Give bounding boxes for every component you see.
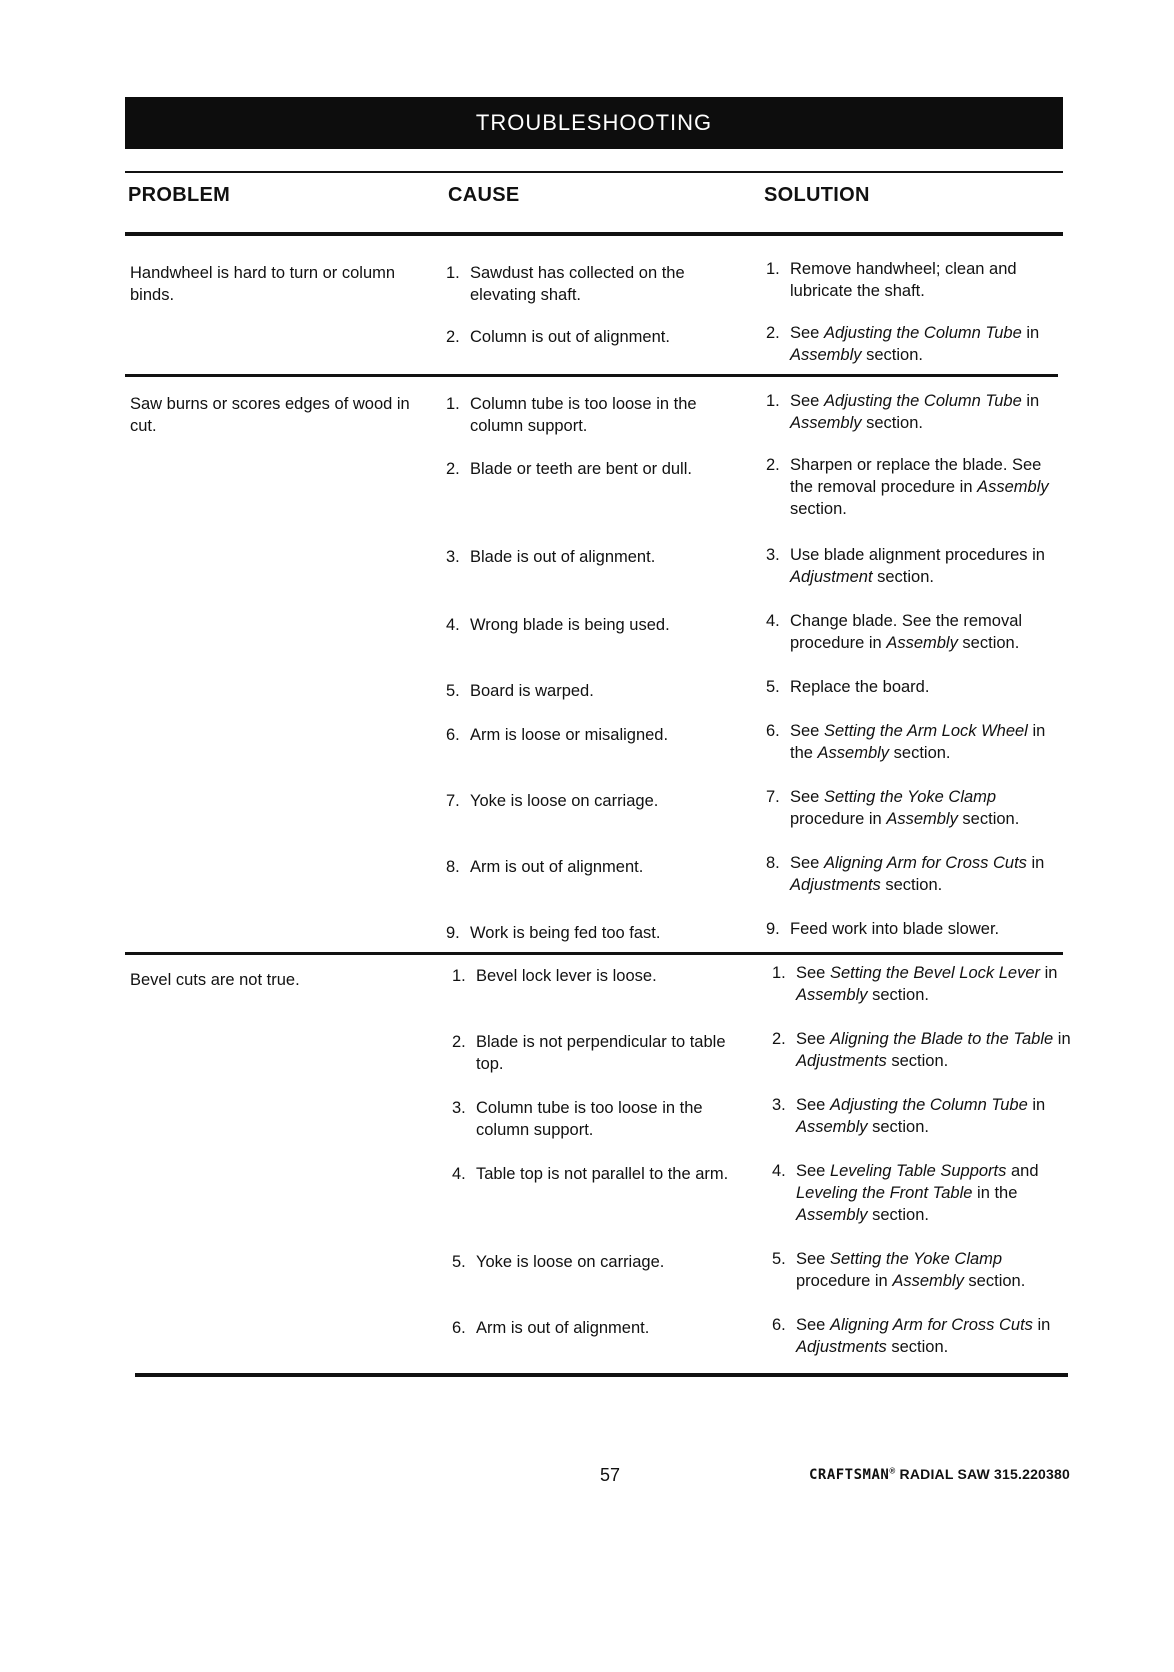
item-number: 4. bbox=[766, 612, 780, 630]
item-number: 8. bbox=[446, 858, 460, 876]
solution-item bbox=[766, 610, 1066, 654]
solution-item bbox=[766, 918, 1066, 940]
cause-item bbox=[452, 1097, 752, 1141]
problem-text: Handwheel is hard to turn or column binds. bbox=[130, 264, 396, 304]
item-number: 6. bbox=[772, 1316, 786, 1334]
solution-text: Sharpen or replace the blade. See the removal procedure in Assembly section. bbox=[790, 456, 1049, 518]
item-number: 2. bbox=[446, 328, 460, 346]
footer-model: RADIAL SAW 315.220380 bbox=[899, 1466, 1070, 1482]
item-number: 6. bbox=[446, 726, 460, 744]
solution-item bbox=[766, 544, 1066, 588]
item-number: 7. bbox=[766, 788, 780, 806]
solution-text: See Adjusting the Column Tube in Assembly section. bbox=[790, 324, 1040, 364]
item-number: 4. bbox=[446, 616, 460, 634]
cause-item bbox=[452, 1251, 752, 1273]
item-number: 3. bbox=[772, 1096, 786, 1114]
item-number: 5. bbox=[452, 1253, 466, 1271]
item-number: 5. bbox=[766, 678, 780, 696]
solution-text: See Adjusting the Column Tube in Assembly section. bbox=[796, 1096, 1046, 1136]
item-number: 2. bbox=[446, 460, 460, 478]
solution-text: Replace the board. bbox=[790, 678, 930, 696]
cause-text: Sawdust has collected on the elevating shaft. bbox=[470, 264, 685, 304]
item-number: 2. bbox=[766, 324, 780, 342]
cause-text: Board is warped. bbox=[470, 682, 594, 700]
header-cause: CAUSE bbox=[448, 184, 520, 206]
item-number: 2. bbox=[772, 1030, 786, 1048]
cause-item bbox=[446, 262, 746, 306]
problem-text: Saw burns or scores edges of wood in cut. bbox=[130, 395, 410, 435]
solution-text: See Setting the Yoke Clamp procedure in Assembly section. bbox=[796, 1250, 1026, 1290]
solution-item bbox=[772, 1028, 1072, 1072]
cause-item bbox=[452, 1317, 752, 1339]
solution-text: See Aligning Arm for Cross Cuts in Adjustments section. bbox=[790, 854, 1045, 894]
top-rule bbox=[125, 171, 1063, 173]
cause-text: Yoke is loose on carriage. bbox=[470, 792, 659, 810]
bottom-rule bbox=[135, 1373, 1068, 1377]
solution-item bbox=[766, 258, 1066, 302]
solution-item bbox=[772, 1248, 1072, 1292]
cause-text: Arm is out of alignment. bbox=[476, 1319, 650, 1337]
item-number: 3. bbox=[446, 548, 460, 566]
item-number: 1. bbox=[766, 392, 780, 410]
cause-item bbox=[446, 724, 746, 746]
solution-text: See Leveling Table Supports and Leveling the Front Table in the Assembly section. bbox=[796, 1162, 1039, 1224]
item-number: 7. bbox=[446, 792, 460, 810]
solution-item bbox=[766, 720, 1066, 764]
cause-item bbox=[446, 326, 746, 348]
section-rule bbox=[125, 952, 1063, 955]
page-title: TROUBLESHOOTING bbox=[475, 110, 713, 135]
item-number: 1. bbox=[446, 395, 460, 413]
solution-item bbox=[766, 676, 1066, 698]
item-number: 8. bbox=[766, 854, 780, 872]
header-problem: PROBLEM bbox=[128, 184, 231, 206]
cause-text: Blade or teeth are bent or dull. bbox=[470, 460, 692, 478]
cause-text: Bevel lock lever is loose. bbox=[476, 967, 657, 985]
solution-text: See Adjusting the Column Tube in Assembly section. bbox=[790, 392, 1040, 432]
item-number: 2. bbox=[452, 1033, 466, 1051]
cause-item bbox=[452, 1031, 752, 1075]
header-rule bbox=[125, 232, 1063, 236]
item-number: 1. bbox=[772, 964, 786, 982]
solution-text: See Setting the Arm Lock Wheel in the Assembly section. bbox=[790, 722, 1046, 762]
solution-text: See Aligning Arm for Cross Cuts in Adjustments section. bbox=[796, 1316, 1051, 1356]
solution-text: Change blade. See the removal procedure in Assembly section. bbox=[790, 612, 1023, 652]
solution-item bbox=[766, 454, 1066, 520]
item-number: 6. bbox=[452, 1319, 466, 1337]
cause-text: Work is being fed too fast. bbox=[470, 924, 661, 942]
section-rule bbox=[125, 374, 1058, 377]
item-number: 5. bbox=[446, 682, 460, 700]
cause-item bbox=[452, 965, 752, 987]
problem-text: Bevel cuts are not true. bbox=[130, 971, 300, 989]
cause-item bbox=[446, 546, 746, 568]
cause-item bbox=[446, 790, 746, 812]
cause-text: Blade is not perpendicular to table top. bbox=[476, 1033, 726, 1073]
header-solution: SOLUTION bbox=[764, 184, 870, 206]
cause-text: Arm is out of alignment. bbox=[470, 858, 644, 876]
title-bar bbox=[125, 97, 1063, 149]
cause-text: Column is out of alignment. bbox=[470, 328, 670, 346]
craftsman-logo: CRAFTSMAN bbox=[808, 1467, 890, 1483]
solution-text: See Setting the Bevel Lock Lever in Assembly section. bbox=[796, 964, 1058, 1004]
solution-item bbox=[772, 1160, 1072, 1226]
item-number: 6. bbox=[766, 722, 780, 740]
page-number: 57 bbox=[600, 1465, 621, 1485]
cause-text: Column tube is too loose in the column support. bbox=[476, 1099, 703, 1139]
cause-text: Yoke is loose on carriage. bbox=[476, 1253, 665, 1271]
item-number: 5. bbox=[772, 1250, 786, 1268]
item-number: 4. bbox=[772, 1162, 786, 1180]
cause-text: Blade is out of alignment. bbox=[470, 548, 656, 566]
solution-text: Use blade alignment procedures in Adjustment section. bbox=[790, 546, 1045, 586]
cause-item bbox=[446, 856, 746, 878]
solution-text: Remove handwheel; clean and lubricate the shaft. bbox=[790, 260, 1017, 300]
cause-text: Arm is loose or misaligned. bbox=[470, 726, 669, 744]
solution-item bbox=[766, 786, 1066, 830]
item-number: 2. bbox=[766, 456, 780, 474]
footer-brand: CRAFTSMAN® RADIAL SAW 315.220380 bbox=[808, 1466, 1070, 1483]
solution-item bbox=[772, 1314, 1072, 1358]
solution-item bbox=[772, 962, 1072, 1006]
cause-item bbox=[446, 680, 746, 702]
solution-text: See Aligning the Blade to the Table in Adjustments section. bbox=[796, 1030, 1071, 1070]
item-number: 1. bbox=[446, 264, 460, 282]
cause-item bbox=[446, 393, 746, 437]
solution-text: See Setting the Yoke Clamp procedure in Assembly section. bbox=[790, 788, 1020, 828]
solution-item bbox=[766, 322, 1066, 366]
item-number: 3. bbox=[766, 546, 780, 564]
cause-text: Table top is not parallel to the arm. bbox=[476, 1165, 729, 1183]
cause-item bbox=[446, 458, 746, 480]
cause-item bbox=[446, 922, 746, 944]
item-number: 9. bbox=[446, 924, 460, 942]
item-number: 9. bbox=[766, 920, 780, 938]
cause-item bbox=[446, 614, 746, 636]
solution-item bbox=[772, 1094, 1072, 1138]
solution-item bbox=[766, 390, 1066, 434]
item-number: 1. bbox=[766, 260, 780, 278]
solution-text: Feed work into blade slower. bbox=[790, 920, 1000, 938]
item-number: 4. bbox=[452, 1165, 466, 1183]
cause-item bbox=[452, 1163, 752, 1185]
item-number: 3. bbox=[452, 1099, 466, 1117]
cause-text: Column tube is too loose in the column support. bbox=[470, 395, 697, 435]
cause-text: Wrong blade is being used. bbox=[470, 616, 670, 634]
solution-item bbox=[766, 852, 1066, 896]
item-number: 1. bbox=[452, 967, 466, 985]
